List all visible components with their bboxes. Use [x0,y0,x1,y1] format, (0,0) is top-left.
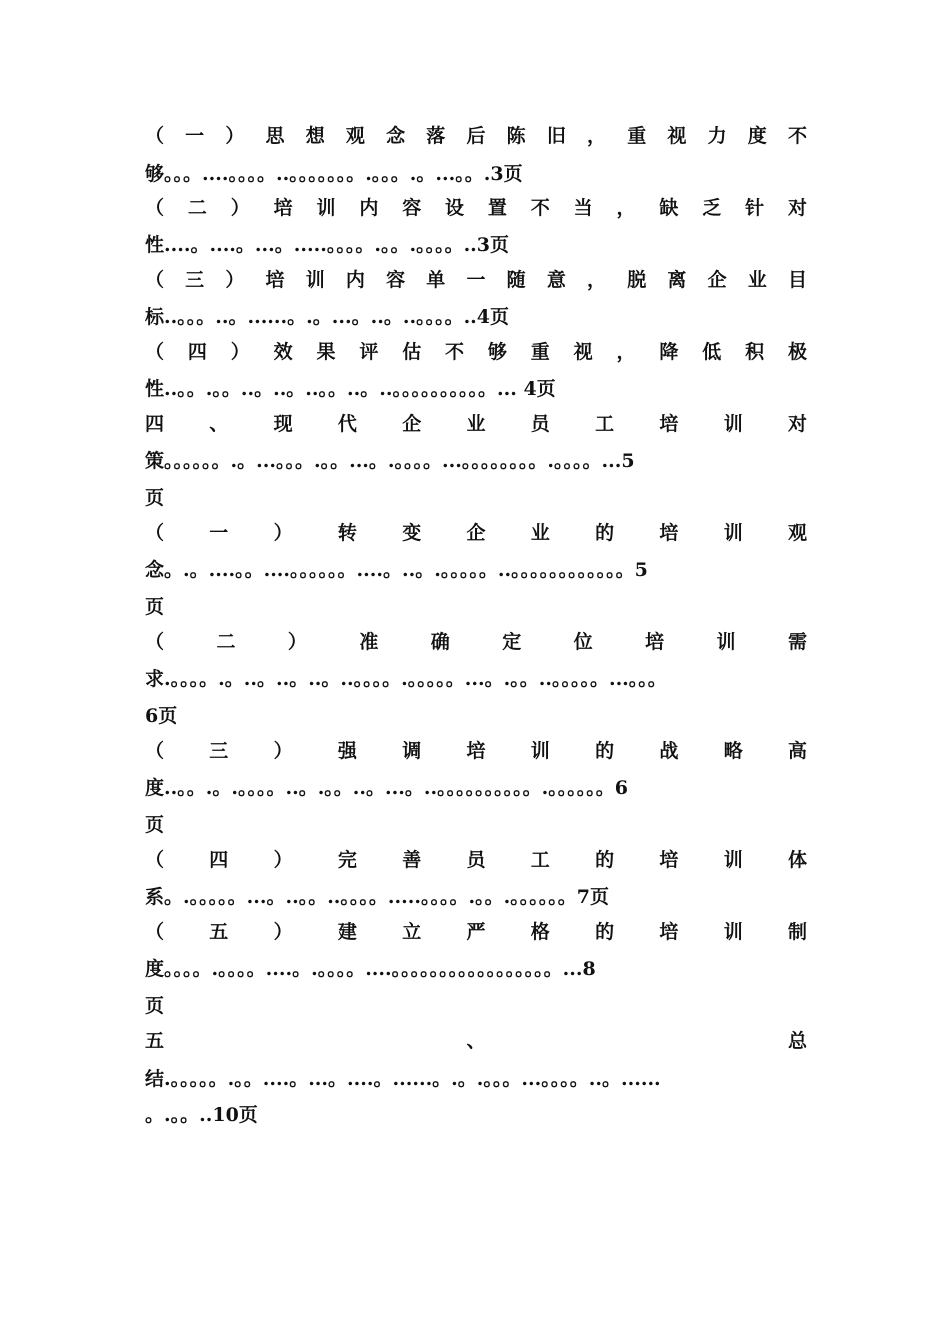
toc-entry-4-4-leader: 系。.。。。。。...。..。。..。。。。.....。。。。.。。.。。。。。。7页 [145,886,609,908]
toc-entry-4-3-title: （ 三 ） 强 调 培 训 的 战 略 高 [145,740,807,762]
toc-entry-4-2-page: 6页 [145,705,178,727]
toc-entry-1-3-leader: 标..。。。..。......。.。...。..。..。。。。..4页 [145,306,510,328]
toc-entry-4-5-leader: 度。。。。.。。。。....。.。。。。....。。。。。。。。。。。。。。。。。...8 [145,958,596,980]
toc-entry-1-2-leader: 性....。....。...。.....。。。。.。。.。。。。..3页 [145,234,510,256]
toc-entry-1-1-leader: 够。。。....。。。。..。。。。。。。.。。。.。...。。.3页 [145,163,523,185]
toc-entry-4-1-title: （ 一 ） 转 变 企 业 的 培 训 观 [145,522,807,544]
toc-entry-4-4-title: （ 四 ） 完 善 员 工 的 培 训 体 [145,849,807,871]
toc-entry-1-2-title: （ 二 ） 培 训 内 容 设 置 不 当 ， 缺 乏 针 对 [145,197,807,219]
toc-section-5-title: 五 、 总 [145,1030,807,1052]
toc-entry-1-3-title: （ 三 ） 培 训 内 容 单 一 随 意 ， 脱 离 企 业 目 [145,269,807,291]
toc-entry-4-5-title: （ 五 ） 建 立 严 格 的 培 训 制 [145,921,807,943]
toc-section-4-leader: 策。。。。。。.。...。。。.。。...。.。。。。...。。。。。。。。.。。。。...5 [145,450,635,472]
toc-section-4-title: 四 、 现 代 企 业 员 工 培 训 对 [145,413,807,435]
toc-entry-4-3-page: 页 [145,814,165,836]
toc-section-5-leader: 结.。。。。。.。。....。...。....。......。.。.。。。...。。。。..。...... [145,1068,661,1090]
toc-entry-1-4-title: （ 四 ） 效 果 评 估 不 够 重 视 ， 降 低 积 极 [145,341,807,363]
toc-entry-1-1-title: （ 一 ） 思 想 观 念 落 后 陈 旧 ， 重 视 力 度 不 [145,125,807,147]
toc-entry-4-1-leader: 念。.。....。。....。。。。。。....。..。.。。。。。..。。。。。。。。。。。。5 [145,559,648,581]
toc-entry-4-3-leader: 度..。。.。.。。。。..。.。。..。...。..。。。。。。。。。。.。。。。。。6 [145,777,628,799]
toc-section-4-page: 页 [145,487,165,509]
toc-entry-1-4-leader: 性..。。.。。..。..。..。。..。..。。。。。。。。。。... 4页 [145,378,556,400]
toc-entry-4-5-page: 页 [145,995,165,1017]
toc-section-5-page: 。.。。..10页 [145,1104,258,1126]
toc-entry-4-2-title: （ 二 ） 准 确 定 位 培 训 需 [145,631,807,653]
toc-entry-4-1-page: 页 [145,596,165,618]
toc-entry-4-2-leader: 求.。。。。.。..。..。..。..。。。。.。。。。。...。.。。..。。。。。...。。。 [145,668,667,690]
